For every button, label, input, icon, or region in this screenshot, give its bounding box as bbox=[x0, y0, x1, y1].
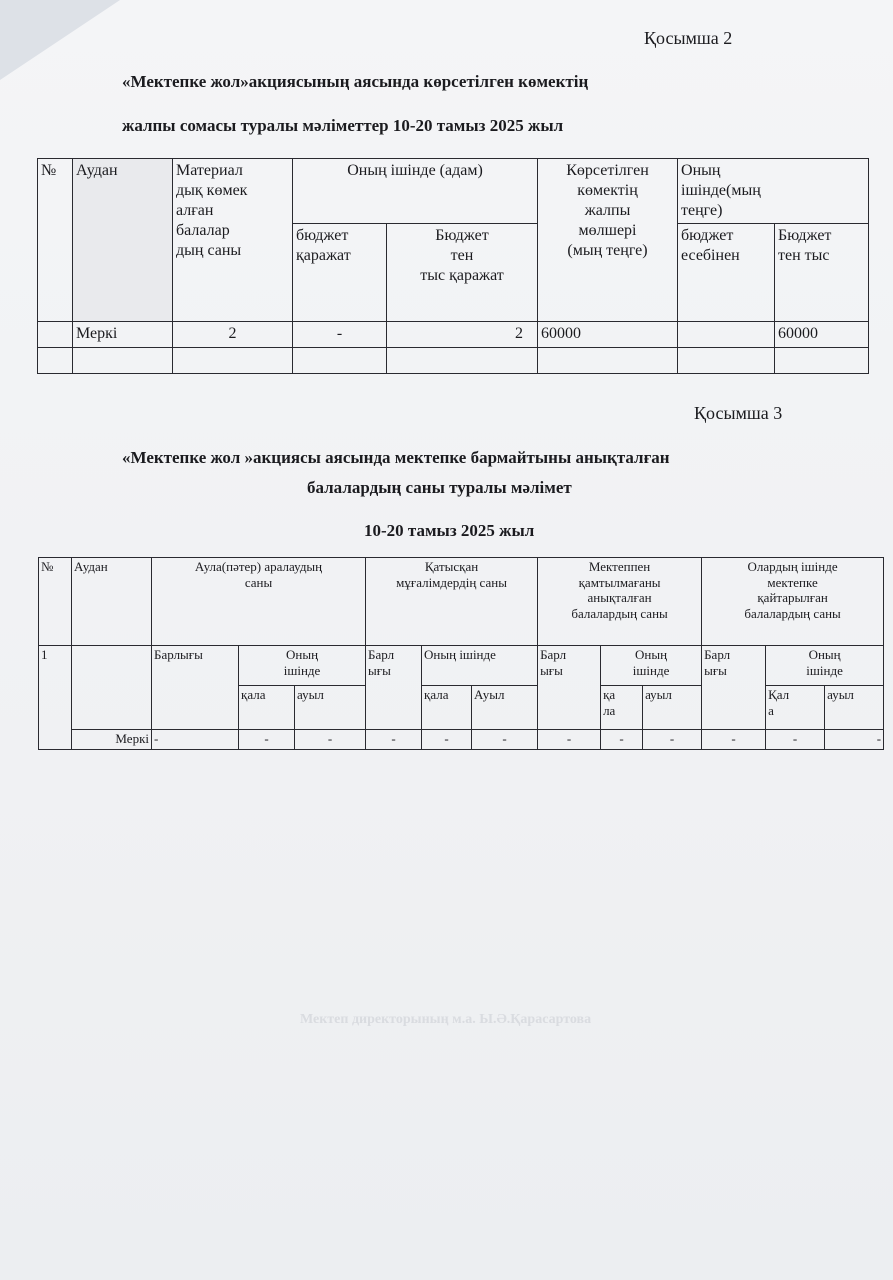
value-cell: - bbox=[538, 730, 601, 750]
show-through-text: Мектеп директорының м.а. Ы.Ә.Қарасартова bbox=[300, 1012, 592, 1027]
empty-cell bbox=[678, 348, 775, 374]
header-total-d: Барл ығы bbox=[702, 646, 766, 730]
row-extrabudget: 60000 bbox=[775, 322, 869, 348]
value-cell: - bbox=[366, 730, 422, 750]
children-not-attending-table bbox=[38, 557, 884, 750]
header-budget-funds: бюджет қаражат bbox=[293, 224, 387, 322]
row-total-amount: 60000 bbox=[538, 322, 678, 348]
header-children-count: Материал дық көмек алған балалар дың саны bbox=[173, 159, 293, 322]
value-cell: - bbox=[422, 730, 472, 750]
header-of-which-b: Оның ішінде bbox=[422, 646, 538, 686]
header-village-d: ауыл bbox=[825, 686, 884, 730]
header-total-b: Барл ығы bbox=[366, 646, 422, 730]
row-district: Меркі bbox=[73, 322, 173, 348]
header-city-b: қала bbox=[422, 686, 472, 730]
header-district: Аудан bbox=[72, 558, 152, 646]
row-no: 1 bbox=[39, 646, 72, 750]
row-budget-funds: - bbox=[293, 322, 387, 348]
section3-title-line2: балалардың саны туралы мәлімет bbox=[307, 478, 572, 497]
header-of-which-people: Оның ішінде (адам) bbox=[293, 159, 538, 224]
header-households: Аула(пәтер) аралаудың саны bbox=[152, 558, 366, 646]
header-total-amount: Көрсетілген көмектің жалпы мөлшері (мың теңге) bbox=[538, 159, 678, 322]
empty-cell bbox=[293, 348, 387, 374]
section2-title-line1: «Мектепке жол»акциясының аясында көрсетілген көмектің bbox=[122, 72, 589, 91]
header-city-c: қа ла bbox=[601, 686, 643, 730]
header-of-which-c: Оның ішінде bbox=[601, 646, 702, 686]
value-cell: - bbox=[239, 730, 295, 750]
header-not-covered: Мектеппен қамтылмағаны анықталған балалардың саны bbox=[538, 558, 702, 646]
empty-cell bbox=[775, 348, 869, 374]
empty-cell bbox=[72, 646, 152, 730]
value-cell: - bbox=[601, 730, 643, 750]
header-no: № bbox=[38, 159, 73, 322]
header-total-c: Барл ығы bbox=[538, 646, 601, 730]
row-children-count: 2 bbox=[173, 322, 293, 348]
empty-cell bbox=[538, 348, 678, 374]
header-city-d: Қал а bbox=[766, 686, 825, 730]
value-cell: - bbox=[295, 730, 366, 750]
header-district: Аудан bbox=[73, 159, 173, 322]
page-corner-fold bbox=[0, 0, 120, 80]
row-no bbox=[38, 322, 73, 348]
header-village-a: ауыл bbox=[295, 686, 366, 730]
empty-cell bbox=[387, 348, 538, 374]
value-cell: - bbox=[702, 730, 766, 750]
aid-summary-table bbox=[37, 158, 869, 374]
header-extrabudget-funds: Бюджет тен тыс қаражат bbox=[387, 224, 538, 322]
header-of-which-thousand: Оның ішінде(мың теңге) bbox=[678, 159, 869, 224]
row-from-budget bbox=[678, 322, 775, 348]
empty-cell bbox=[73, 348, 173, 374]
header-of-which-d: Оның ішінде bbox=[766, 646, 884, 686]
header-from-budget: бюджет есебінен bbox=[678, 224, 775, 322]
appendix-2-label: Қосымша 2 bbox=[644, 28, 733, 48]
value-cell: - bbox=[472, 730, 538, 750]
header-village-c: ауыл bbox=[643, 686, 702, 730]
value-cell: - bbox=[152, 730, 239, 750]
value-cell: - bbox=[825, 730, 884, 750]
section3-title-line1: «Мектепке жол »акциясы аясында мектепке бармайтыны анықталған bbox=[122, 448, 670, 467]
value-cell: - bbox=[643, 730, 702, 750]
appendix-3-label: Қосымша 3 bbox=[694, 403, 783, 423]
value-cell: - bbox=[766, 730, 825, 750]
header-of-which-a: Оның ішінде bbox=[239, 646, 366, 686]
header-total-a: Барлығы bbox=[152, 646, 239, 730]
header-no: № bbox=[39, 558, 72, 646]
section3-date: 10-20 тамыз 2025 жыл bbox=[364, 521, 535, 540]
header-extrabudget: Бюджет тен тыс bbox=[775, 224, 869, 322]
data-district: Меркі bbox=[72, 730, 152, 750]
header-village-b: Ауыл bbox=[472, 686, 538, 730]
empty-cell bbox=[173, 348, 293, 374]
header-returned: Олардың ішінде мектепке қайтарылған балалардың саны bbox=[702, 558, 884, 646]
header-teachers: Қатысқан мұғалімдердің саны bbox=[366, 558, 538, 646]
row-extrabudget-funds: 2 bbox=[387, 322, 538, 348]
header-city-a: қала bbox=[239, 686, 295, 730]
section2-title-line2: жалпы сомасы туралы мәліметтер 10-20 тамыз 2025 жыл bbox=[122, 116, 564, 135]
empty-cell bbox=[38, 348, 73, 374]
